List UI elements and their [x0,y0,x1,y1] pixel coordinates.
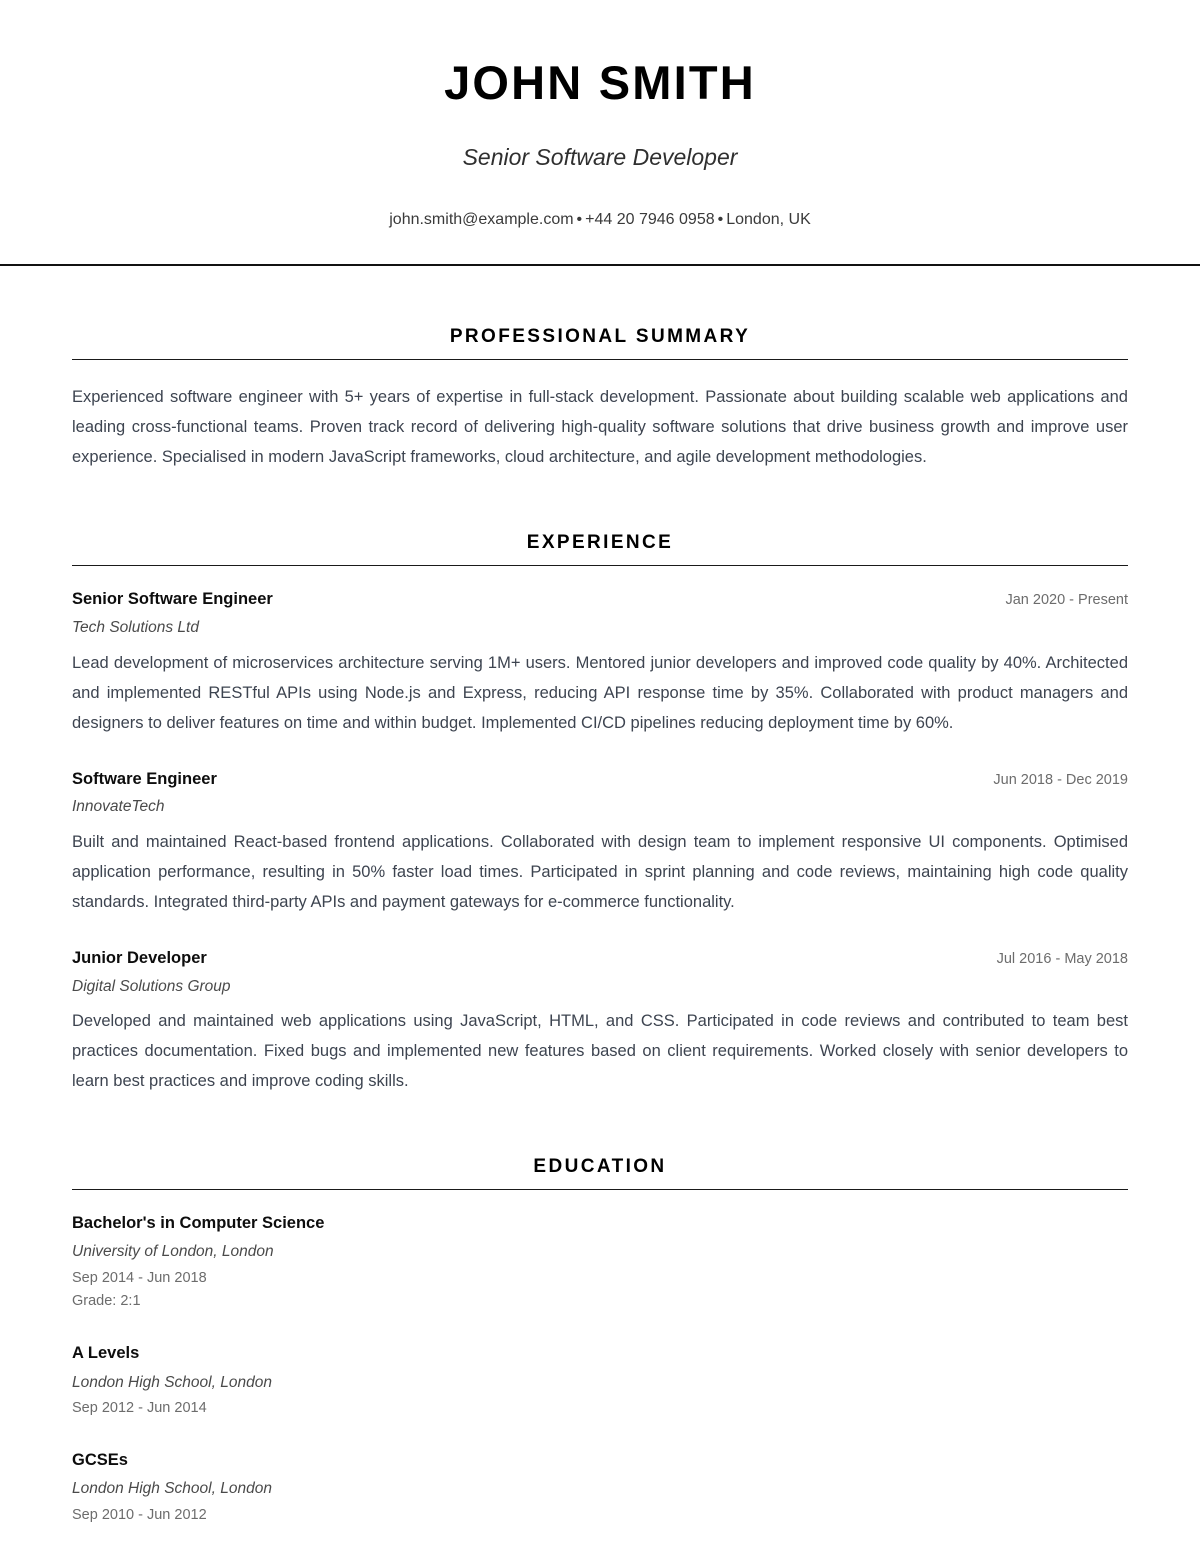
experience-organisation: Digital Solutions Group [72,977,231,995]
section-rule-education [72,1189,1128,1190]
section-heading-summary: PROFESSIONAL SUMMARY [449,326,751,348]
section-education [72,1096,1128,1526]
section-professional-summary [72,266,1128,472]
education-grade: Grade: 2:1 [72,1293,141,1309]
education-entry [72,1212,1128,1312]
experience-organisation: InnovateTech [72,798,165,816]
experience-dates: Jul 2016 - May 2018 [996,950,1128,967]
education-entry [72,1449,1128,1526]
section-experience [72,472,1128,1096]
education-school: London High School, London [72,1373,272,1391]
contact-separator-1: • [576,210,583,228]
contact-email: john.smith@example.com [389,210,574,228]
education-school: University of London, London [72,1243,274,1261]
experience-entry-header [72,947,1128,970]
contact-separator-2: • [717,210,724,228]
education-dates: Sep 2014 - Jun 2018 [72,1269,207,1286]
experience-dates: Jun 2018 - Dec 2019 [993,771,1128,788]
candidate-name: JOHN SMITH [444,56,756,109]
section-heading-experience: EXPERIENCE [526,532,674,554]
education-degree: A Levels [72,1344,140,1363]
resume-header [0,0,1200,266]
education-dates: Sep 2010 - Jun 2012 [72,1506,207,1523]
education-dates: Sep 2012 - Jun 2014 [72,1399,207,1416]
experience-entry-header [72,588,1128,611]
education-degree: Bachelor's in Computer Science [72,1214,325,1233]
section-heading-education: EDUCATION [533,1156,667,1178]
experience-description: Developed and maintained web applications using JavaScript, HTML, and CSS. Participated in code reviews and contributed to team best practices documentation. Fixed bugs and implemented new features based on client requirements. Worked closely with senior developers to learn best practices and improve coding skills. [72,1012,1128,1091]
experience-role: Senior Software Engineer [72,590,273,609]
experience-organisation: Tech Solutions Ltd [72,619,199,636]
candidate-job-title: Senior Software Developer [462,144,738,171]
experience-description: Lead development of microservices architecture serving 1M+ users. Mentored junior developers and improved code quality by 40%. Architected and implemented RESTful APIs using Node.js and Express, reducing API response time by 35%. Collaborated with product managers and designers to deliver features on time and within budget. Implemented CI/CD pipelines reducing deployment time by 60%. [72,653,1128,732]
bottom-spacer [72,1526,1128,1566]
experience-dates: Jan 2020 - Present [1005,592,1128,609]
contact-line [72,210,1128,231]
section-rule-experience [72,565,1128,566]
summary-paragraph: Experienced software engineer with 5+ years of expertise in full-stack development. Passionate about building scalable web applications and leading cross-functional teams. Proven track record of delivering high-quality software solutions that drive business growth and improve user experience. Specialised in modern JavaScript frameworks, cloud architecture, and agile development methodologies. [72,388,1128,467]
section-rule-summary [72,359,1128,360]
experience-entry [72,588,1128,737]
education-degree: GCSEs [72,1451,128,1470]
contact-location: London, UK [726,210,811,228]
experience-role: Software Engineer [72,769,217,788]
contact-phone: +44 20 7946 0958 [585,210,715,228]
experience-entry [72,768,1128,917]
experience-entry-header [72,768,1128,791]
experience-description: Built and maintained React-based frontend applications. Collaborated with design team to implement responsive UI components. Optimised application performance, resulting in 50% faster load times. Participated in sprint planning and code reviews, maintaining high code quality standards. Integrated third-party APIs and payment gateways for e-commerce functionality. [72,832,1128,911]
experience-entry [72,947,1128,1096]
education-school: London High School, London [72,1480,272,1498]
education-entry [72,1342,1128,1419]
experience-role: Junior Developer [72,948,207,967]
resume-content [0,266,1200,1566]
